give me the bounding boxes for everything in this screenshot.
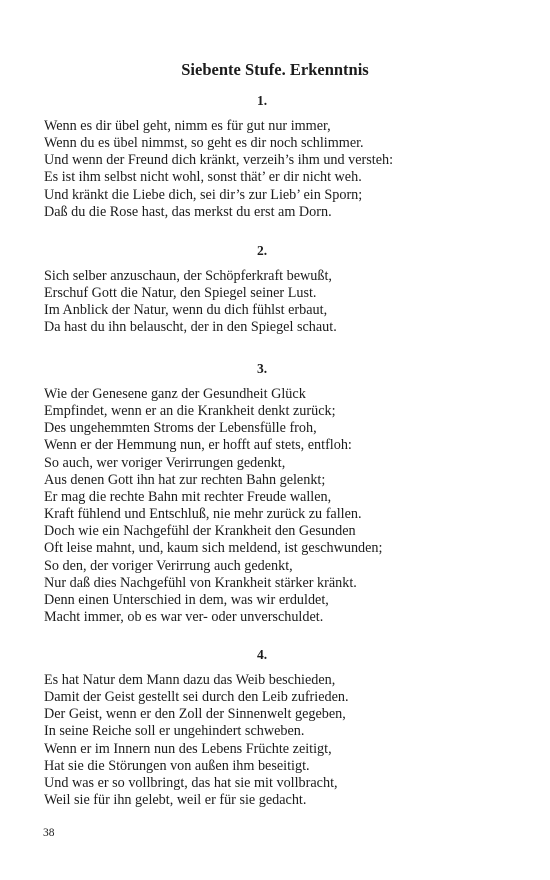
verse-line: Wenn es dir übel geht, nimm es für gut nur immer, <box>44 118 331 134</box>
verse-line: Im Anblick der Natur, wenn du dich fühlst erbaut, <box>44 302 328 319</box>
verse-line: So auch, wer voriger Verirrungen gedenkt, <box>44 454 286 471</box>
verse-line: Denn einen Unterschied in dem, was wir erduldet, <box>44 591 329 608</box>
verse-line: Hat sie die Störungen von außen ihm beseitigt. <box>44 757 310 774</box>
stanza <box>44 672 534 809</box>
verse-line: Es ist ihm selbst nicht wohl, sonst thät’ er dir nicht weh. <box>44 169 362 186</box>
verse-line: Kraft fühlend und Entschluß, nie mehr zurück zu fallen. <box>44 506 362 523</box>
verse-line: Nur daß dies Nachgefühl von Krankheit stärker kränkt. <box>44 574 357 591</box>
verse-line: Der Geist, wenn er den Zoll der Sinnenwelt gegeben, <box>44 706 346 723</box>
section-number: 2. <box>256 243 268 258</box>
verse-line: Damit der Geist gestellt sei durch den Leib zufrieden. <box>44 689 349 706</box>
verse-line: So den, der voriger Verirrung auch gedenkt, <box>44 557 293 574</box>
verse-line: Und was er so vollbringt, das hat sie mit vollbracht, <box>44 774 338 791</box>
page-number: 38 <box>43 827 55 839</box>
verse-line: Empfindet, wenn er an die Krankheit denkt zurück; <box>44 403 336 420</box>
verse-line: Erschuf Gott die Natur, den Spiegel seiner Lust. <box>44 285 317 302</box>
stanza <box>44 386 534 626</box>
page-title: Siebente Stufe. Erkenntnis <box>181 60 369 79</box>
verse-line: Doch wie ein Nachgefühl der Krankheit den Gesunden <box>44 523 356 540</box>
stanza <box>44 118 534 221</box>
verse-line: Er mag die rechte Bahn mit rechter Freude wallen, <box>44 488 332 505</box>
section-number: 3. <box>256 361 268 376</box>
verse-line: In seine Reiche soll er ungehindert schweben. <box>44 723 305 740</box>
verse-line: Da hast du ihn belauscht, der in den Spiegel schaut. <box>44 319 337 336</box>
verse-line: Oft leise mahnt, und, kaum sich meldend, ist geschwunden; <box>44 540 383 557</box>
verse-line: Und kränkt die Liebe dich, sei dir’s zur Lieb’ ein Sporn; <box>44 186 363 203</box>
section-number: 1. <box>256 93 268 108</box>
stanza <box>44 268 534 337</box>
verse-line: Sich selber anzuschaun, der Schöpferkraft bewußt, <box>44 268 332 284</box>
verse-line: Weil sie für ihn gelebt, weil er für sie gedacht. <box>44 792 307 809</box>
verse-line: Des ungehemmten Stroms der Lebensfülle froh, <box>44 420 317 437</box>
verse-line: Wie der Genesene ganz der Gesundheit Glück <box>44 386 306 402</box>
verse-line: Wenn er im Innern nun des Lebens Früchte zeitigt, <box>44 740 332 757</box>
verse-line: Wenn er der Hemmung nun, er hofft auf stets, entfloh: <box>44 437 352 454</box>
verse-line: Wenn du es übel nimmst, so geht es dir noch schlimmer. <box>44 135 364 152</box>
verse-line: Daß du die Rose hast, das merkst du erst am Dorn. <box>44 203 332 220</box>
verse-line: Aus denen Gott ihn hat zur rechten Bahn gelenkt; <box>44 471 326 488</box>
verse-line: Und wenn der Freund dich kränkt, verzeih’s ihm und versteh: <box>44 152 394 169</box>
section-number: 4. <box>256 647 268 662</box>
verse-line: Macht immer, ob es war ver- oder unverschuldet. <box>44 609 324 626</box>
verse-line: Es hat Natur dem Mann dazu das Weib beschieden, <box>44 672 336 688</box>
